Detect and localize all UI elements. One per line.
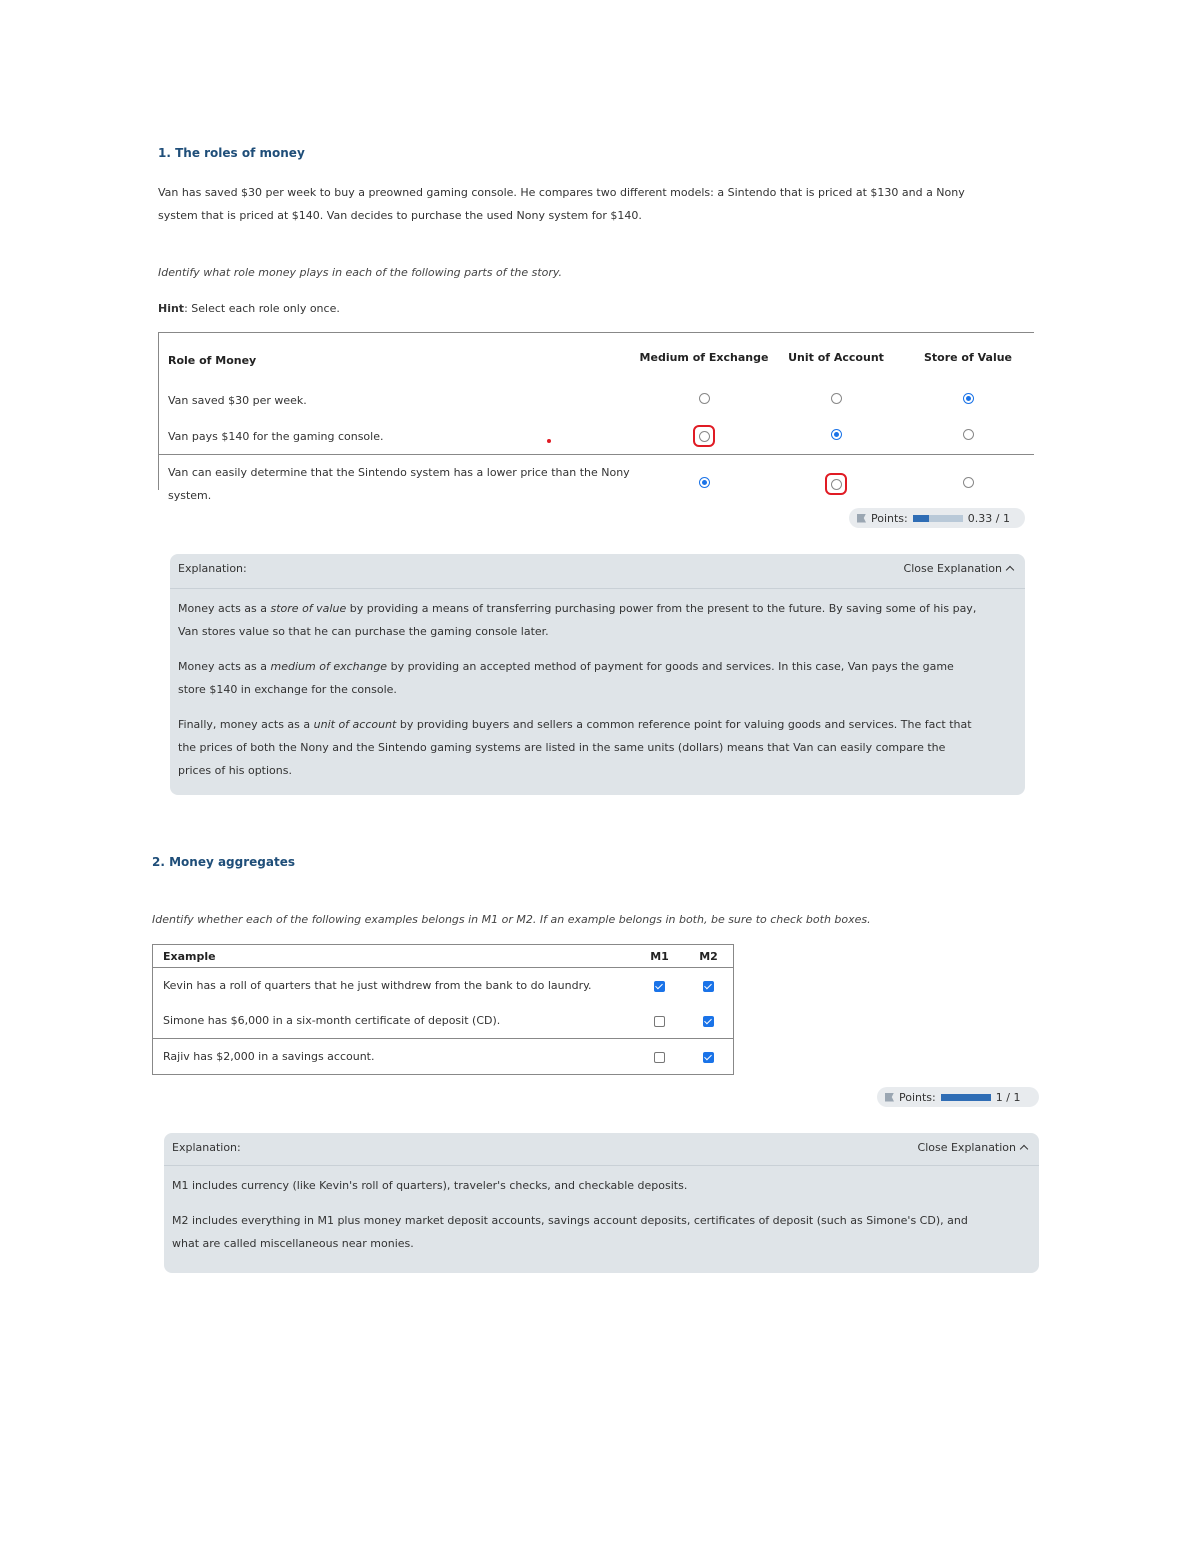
explanation-paragraph: [178, 713, 1017, 782]
explanation-paragraph: [178, 655, 1017, 701]
text: by providing an accepted method of payment for goods and services. In this case, Van pays the game: [387, 660, 954, 673]
text: by providing a means of transferring purchasing power from the present to the future. By saving some of his pay,: [346, 602, 977, 615]
text: by providing buyers and sellers a common reference point for valuing goods and services. The fact that: [396, 718, 972, 731]
close-explanation-button[interactable]: [918, 1141, 1027, 1154]
incorrect-highlight: [825, 473, 847, 495]
text: Van stores value so that he can purchase the gaming console later.: [178, 625, 549, 638]
roles-table-header: [158, 333, 1034, 383]
flag-icon: [885, 1093, 894, 1102]
hint-text: : Select each role only once.: [184, 302, 340, 315]
points-bar-fill: [913, 515, 930, 522]
row1-store-radio[interactable]: [963, 393, 974, 404]
header-unit-of-account: Unit of Account: [788, 350, 884, 364]
table-row: [153, 1003, 734, 1039]
explanation-body: [170, 588, 1025, 795]
explanation-header: Explanation:: [172, 1141, 241, 1154]
explanation-paragraph: M1 includes currency (like Kevin's roll of quarters), traveler's checks, and checkable deposits.: [172, 1179, 688, 1192]
roles-table: [158, 332, 1034, 513]
text: Money acts as a: [178, 602, 271, 615]
points-label: Points:: [871, 511, 908, 525]
header-store-of-value: Store of Value: [923, 350, 1013, 364]
points-bar: [941, 1094, 991, 1101]
incorrect-highlight: [693, 425, 715, 447]
close-explanation-label: Close Explanation: [917, 1141, 1016, 1154]
explanation-paragraph: [172, 1209, 1031, 1255]
header-medium-of-exchange: Medium of Exchange: [639, 350, 769, 364]
q1-title: 1. The roles of money: [158, 146, 305, 160]
header-example: Example: [153, 945, 636, 968]
text: the prices of both the Nony and the Sintendo gaming systems are listed in the same units (dollars) means that Van can easily compare the: [178, 741, 946, 754]
red-marker-dot: [547, 439, 551, 443]
points-value: 1 / 1: [995, 1090, 1021, 1104]
row2-store-radio[interactable]: [963, 429, 974, 440]
chevron-up-icon: [1020, 1145, 1028, 1153]
explanation-body: [164, 1165, 1039, 1273]
example-simone: Simone has $6,000 in a six-month certificate of deposit (CD).: [163, 1014, 501, 1027]
points-label: Points:: [899, 1090, 936, 1104]
example-kevin: Kevin has a roll of quarters that he just withdrew from the bank to do laundry.: [163, 979, 592, 992]
chevron-up-icon: [1006, 566, 1014, 574]
hint-label: Hint: [158, 302, 185, 315]
q2-explanation-panel: [164, 1133, 1039, 1273]
table-row: [153, 1039, 734, 1075]
aggregates-table-header: [153, 945, 734, 968]
text: store $140 in exchange for the console.: [178, 683, 397, 696]
text: Finally, money acts as a: [178, 718, 314, 731]
q1-story-line1: Van has saved $30 per week to buy a preowned gaming console. He compares two different models: a Sintendo that is priced at $130 and a Nony: [158, 186, 965, 199]
rajiv-m1-checkbox[interactable]: [654, 1052, 665, 1063]
close-explanation-button[interactable]: [904, 562, 1013, 575]
term: unit of account: [313, 718, 397, 731]
q1-explanation-panel: [170, 554, 1025, 795]
term: store of value: [270, 602, 347, 615]
row3-store-radio[interactable]: [963, 477, 974, 488]
points-value: 0.33 / 1: [967, 511, 1010, 525]
table-row: [158, 455, 1034, 514]
kevin-m1-checkbox[interactable]: [654, 981, 665, 992]
row1-statement: Van saved $30 per week.: [168, 393, 307, 407]
table-row: [158, 382, 1034, 418]
text: what are called miscellaneous near monies.: [172, 1237, 414, 1250]
q1-hint: [158, 297, 340, 320]
q2-title: 2. Money aggregates: [152, 855, 295, 869]
row2-medium-radio[interactable]: [699, 431, 710, 442]
text: Money acts as a: [178, 660, 271, 673]
q1-story: [158, 181, 965, 227]
term: medium of exchange: [270, 660, 388, 673]
q1-points-badge: [849, 508, 1025, 528]
rajiv-m2-checkbox[interactable]: [703, 1052, 714, 1063]
row3-statement-line2: system.: [168, 489, 212, 502]
points-bar: [913, 515, 963, 522]
q1-story-line2: system that is priced at $140. Van decides to purchase the used Nony system for $140.: [158, 209, 642, 222]
aggregates-table: [152, 944, 734, 1075]
table-row: [158, 418, 1034, 455]
row1-medium-radio[interactable]: [699, 393, 710, 404]
header-role-of-money: Role of Money: [168, 353, 257, 367]
text: prices of his options.: [178, 764, 292, 777]
explanation-paragraph: [178, 597, 1017, 643]
row2-unit-radio[interactable]: [831, 429, 842, 440]
points-bar-fill: [941, 1094, 991, 1101]
flag-icon: [857, 514, 866, 523]
q1-instruction: Identify what role money plays in each of the following parts of the story.: [158, 266, 563, 279]
q2-instruction: Identify whether each of the following examples belongs in M1 or M2. If an example belongs in both, be sure to check both boxes.: [152, 913, 871, 926]
table-row: [153, 968, 734, 1004]
row1-unit-radio[interactable]: [831, 393, 842, 404]
close-explanation-label: Close Explanation: [903, 562, 1002, 575]
kevin-m2-checkbox[interactable]: [703, 981, 714, 992]
example-rajiv: Rajiv has $2,000 in a savings account.: [153, 1039, 636, 1075]
header-m1: M1: [635, 945, 684, 968]
header-m2: M2: [684, 945, 734, 968]
row3-statement-line1: Van can easily determine that the Sintendo system has a lower price than the Nony: [168, 466, 630, 479]
explanation-header: Explanation:: [178, 562, 247, 575]
row3-statement: [158, 455, 638, 514]
q2-points-badge: [877, 1087, 1039, 1107]
simone-m2-checkbox[interactable]: [703, 1016, 714, 1027]
simone-m1-checkbox[interactable]: [654, 1016, 665, 1027]
row2-statement: Van pays $140 for the gaming console.: [168, 429, 384, 443]
row3-unit-radio[interactable]: [831, 479, 842, 490]
row3-medium-radio[interactable]: [699, 477, 710, 488]
text: M2 includes everything in M1 plus money market deposit accounts, savings account deposits, certificates of deposit (such as Simone's CD), and: [172, 1214, 968, 1227]
